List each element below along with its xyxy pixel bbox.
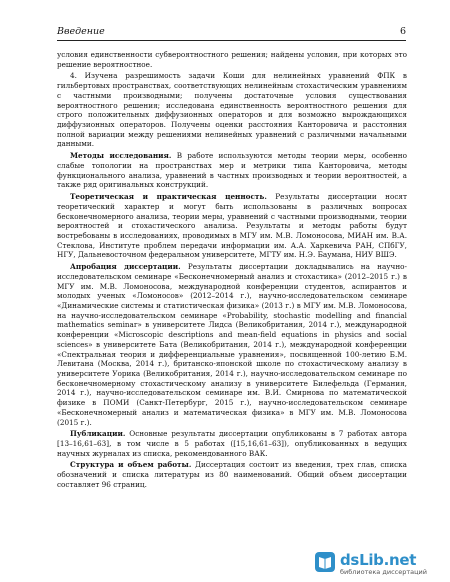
methods-text: В работе используются методы теории меры, особенно слабые топологии на пространствах мер и метрики типа Канторовича, методы функционального анализа, уравнений в частных производных и теории вероятностей, а также ряд оригинальных конструкций. bbox=[57, 151, 407, 190]
dslib-watermark[interactable] bbox=[312, 549, 442, 579]
paragraph-publications bbox=[57, 429, 407, 458]
book-icon bbox=[314, 551, 336, 573]
paragraph-structure bbox=[57, 460, 407, 489]
paragraph-approbation bbox=[57, 262, 407, 427]
running-header bbox=[57, 26, 406, 41]
watermark-subtitle: библиотека диссертаций bbox=[340, 568, 427, 576]
body-text bbox=[57, 50, 407, 492]
approbation-text: Результаты диссертации докладывались на научно-исследовательском семинаре «Бесконечномерный анализ и стохастика» (2012–2015 г.) в МГУ им. М.В. Ломоносова, международной конференции студентов, аспирантов и молодых ученых «Ломоносов» (2012–2014 г.), научно-исследовательском семинаре «Динамические системы и статистическая физика» (2013 г.) в МГУ им. М.В. Ломоносова, на научно-исследовательском семинаре «Probability, stochastic modelling and financial mathematics seminar» в университете Лидса (Великобритания, 2014 г.), международной конференции «Microscopic descriptions and mean-field equations in physics and social sciences» в университете Бата (Великобритания, 2014 г.), международной конференции «Спектральная теория и дифференциальные уравнения», посвященной 100-летию Б.М. Левитана (Москва, 2014 г.), британско-японской школе по стохастическому анализу в университете Уорика (Великобритания, 2014 г.), научно-исследовательском семинаре по бесконечномерному стохастическому анализу в университете Билефельда (Германия, 2014 г.), научно-исследовательском семинаре им. В.И. Смирнова по математической физике в ПОМИ (Санкт-Петербург, 2015 г.), научно-исследовательском семинаре «Бесконечномерный анализ и математическая физика» в МГУ им. М.В. Ломоносова (2015 г.). bbox=[57, 262, 407, 427]
publications-heading: Публикации. bbox=[70, 429, 126, 439]
paragraph-continuation: условия единственности субвероятностного решения; найдены условия, при которых это решение вероятностное. bbox=[57, 50, 407, 69]
watermark-name: dsLib.net bbox=[340, 551, 417, 569]
methods-heading: Методы исследования. bbox=[70, 151, 172, 161]
paragraph-value bbox=[57, 192, 407, 260]
value-heading: Теоретическая и практическая ценность. bbox=[70, 192, 267, 202]
paragraph-item-4: 4. Изучена разрешимость задачи Коши для нелинейных уравнений ФПК в гильбертовых пространствах, соответствующих нелинейным стохастическим уравнениям с частными производными; получены достаточные условия существования вероятностного решения; исследована единственность вероятностного решения для строго положительных диффузионных операторов и для возможно вырождающихся диффузионных операторов. Получены оценки расстояния Канторовича и расстояния полной вариации между решениями нелинейных уравнений с различными начальными данными. bbox=[57, 71, 407, 149]
value-text: Результаты диссертации носят теоретический характер и могут быть использованы в различных вопросах бесконечномерного анализа, теории меры, уравнений с частными производными, теории вероятностей и стохастического анализа. Результаты и методы работы будут востребованы в исследованиях, проводимых в МГУ им. М.В. Ломоносова, МИАН им. В.А. Стеклова, Институте проблем передачи информации им. А.А. Харкевича РАН, СПбГУ, НГУ, Дальневосточном федеральном университете, МГТУ им. Н.Э. Баумана, НИУ ВШЭ. bbox=[57, 192, 407, 260]
structure-text: Диссертация состоит из введения, трех глав, списка обозначений и списка литературы из 80 наименований. Общий объем диссертации составляет 96 страниц. bbox=[57, 460, 407, 489]
approbation-heading: Апробация диссертации. bbox=[70, 262, 181, 272]
structure-heading: Структура и объем работы. bbox=[70, 460, 192, 470]
page-number: 6 bbox=[399, 26, 406, 37]
footer bbox=[0, 543, 450, 582]
publications-text: Основные результаты диссертации опубликованы в 7 работах автора [13–16,61–63], в том числе в 5 работах ([15,16,61–63]), опубликованных в ведущих научных журналах из списка, рекомендованного ВАК. bbox=[57, 429, 407, 458]
header-title: Введение bbox=[57, 26, 105, 37]
paragraph-methods bbox=[57, 151, 407, 190]
